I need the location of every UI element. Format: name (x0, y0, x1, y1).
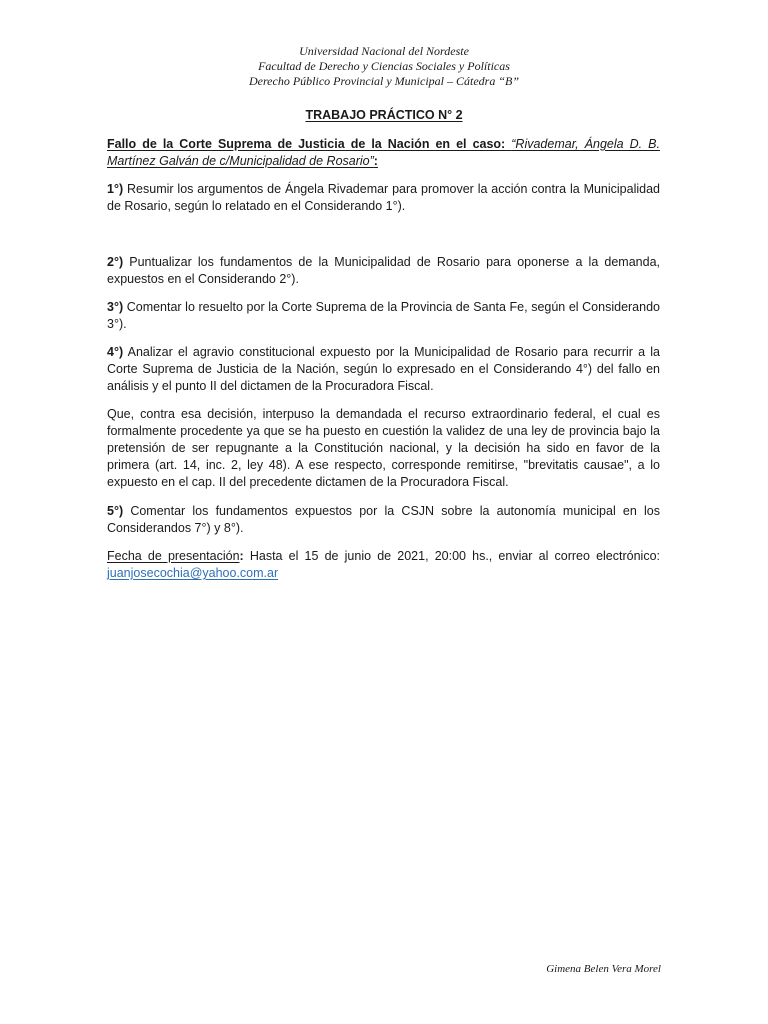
question-number: 2°) (107, 255, 124, 269)
question-2 (107, 254, 660, 288)
question-number: 1°) (107, 182, 124, 196)
question-5 (107, 503, 660, 537)
deadline-text: Hasta el 15 de junio de 2021, 20:00 hs., enviar al correo electrónico: (243, 549, 660, 563)
course-name: Derecho Público Provincial y Municipal – Cátedra “B” (248, 74, 520, 88)
question-number: 4°) (107, 345, 124, 359)
question-text: Comentar lo resuelto por la Corte Suprema de la Provincia de Santa Fe, según el Considerando 3°). (107, 300, 660, 331)
question-text: Analizar el agravio constitucional expuesto por la Municipalidad de Rosario para recurrir a la Corte Suprema de Justicia de la Nación, según lo expresado en el Considerando 4°) del fallo en análisis y el punto II del dictamen de la Procuradora Fiscal. (107, 345, 660, 393)
question-text: Comentar los fundamentos expuestos por la CSJN sobre la autonomía municipal en los Considerandos 7°) y 8°). (107, 504, 660, 535)
question-4 (107, 344, 660, 395)
deadline-label: Fecha de presentación (107, 549, 240, 563)
faculty-name: Facultad de Derecho y Ciencias Sociales y Políticas (258, 59, 510, 73)
email-link[interactable]: juanjosecochia@yahoo.com.ar (107, 566, 279, 580)
deadline-paragraph (107, 548, 660, 582)
page-title: TRABAJO PRÁCTICO N° 2 (305, 108, 463, 122)
document-header (0, 44, 768, 89)
question-number: 5°) (107, 504, 124, 518)
deadline-colon: : (239, 549, 244, 563)
case-suffix: : (373, 154, 378, 168)
quoted-paragraph: Que, contra esa decisión, interpuso la demandada el recurso extraordinario federal, el cual es formalmente procedente ya que se ha puesto en cuestión la validez de una ley de provincia bajo la pretensión de ser repugnante a la Constitución nacional, y la decisión ha sido en favor de la primera (art. 14, inc. 2, ley 48). A ese respecto, corresponde remitirse, "brevitatis causae", a lo expuesto en el cap. II del precedente dictamen de la Procuradora Fiscal. (107, 407, 660, 489)
case-prefix: Fallo de la Corte Suprema de Justicia de la Nación en el caso: (107, 137, 512, 151)
case-heading (107, 136, 660, 170)
question-1 (107, 181, 660, 215)
question-text: Resumir los argumentos de Ángela Rivademar para promover la acción contra la Municipalidad de Rosario, según lo relatado en el Considerando 1°). (107, 182, 660, 213)
case-name: “Rivademar, Ángela D. B. Martínez Galván de c/Municipalidad de Rosario” (107, 137, 660, 168)
question-text: Puntualizar los fundamentos de la Municipalidad de Rosario para oponerse a la demanda, expuestos en el Considerando 2°). (107, 255, 660, 286)
university-name: Universidad Nacional del Nordeste (299, 44, 469, 58)
question-number: 3°) (107, 300, 124, 314)
author-signature: Gimena Belen Vera Morel (546, 963, 661, 975)
question-3 (107, 299, 660, 333)
